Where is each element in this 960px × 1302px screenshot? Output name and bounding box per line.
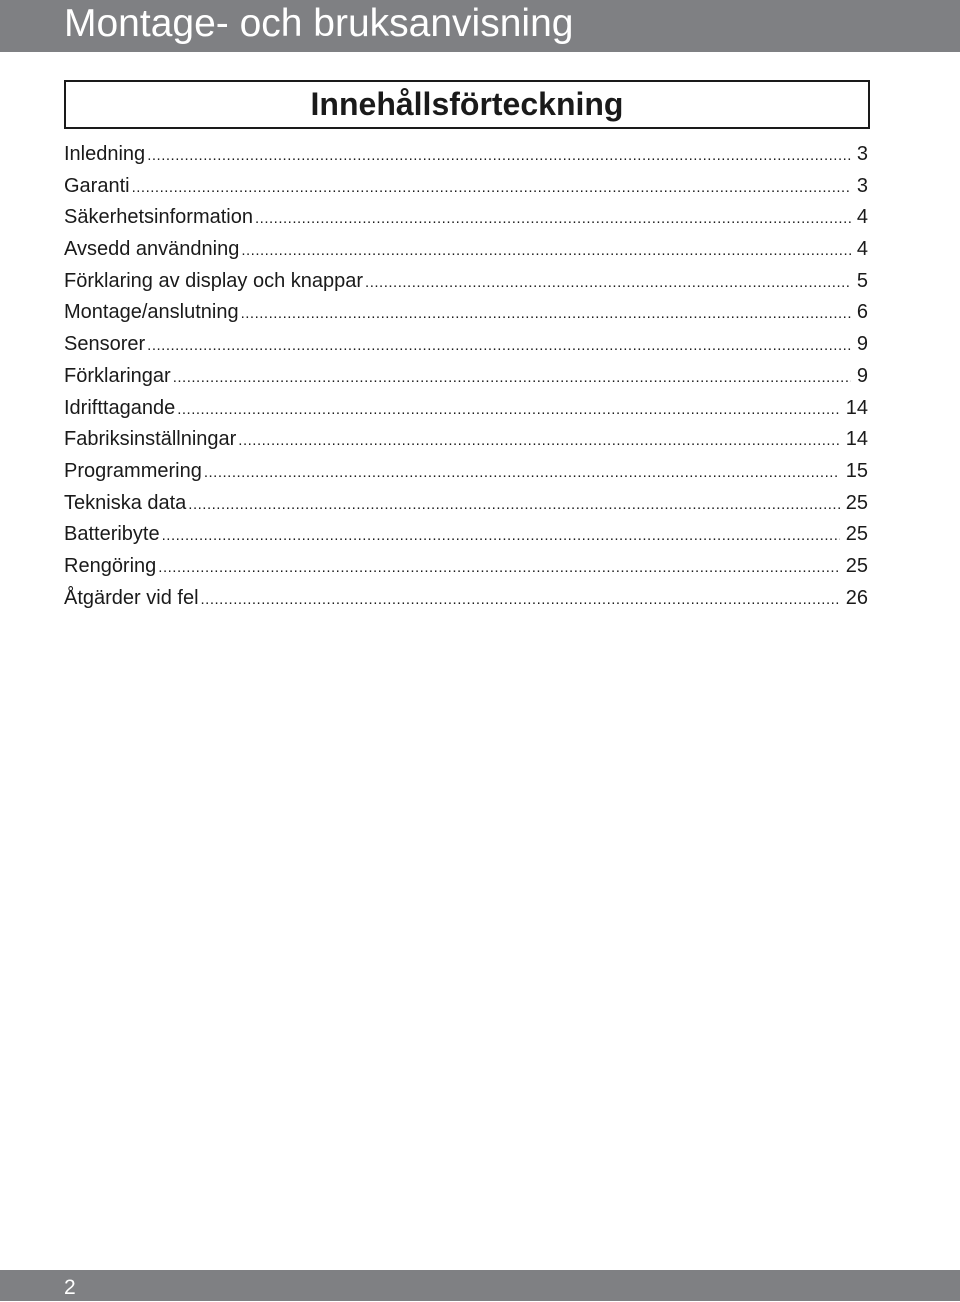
toc-entry-page: 9 bbox=[856, 364, 868, 387]
document-title: Montage- och bruksanvisning bbox=[64, 2, 574, 45]
toc-dot-leader bbox=[188, 489, 839, 520]
toc-dot-leader bbox=[255, 203, 851, 234]
toc-entry-rengoring[interactable] bbox=[64, 551, 868, 583]
toc-dot-leader bbox=[173, 362, 851, 393]
toc-dot-leader bbox=[177, 394, 840, 425]
toc-entry-title: Sensorer bbox=[64, 333, 146, 356]
toc-dot-leader bbox=[201, 584, 840, 615]
toc-entry-forklaringar[interactable] bbox=[64, 361, 868, 393]
toc-entry-page: 25 bbox=[845, 523, 868, 546]
toc-entry-title: Avsedd användning bbox=[64, 238, 240, 261]
toc-entry-page: 9 bbox=[856, 333, 868, 356]
toc-entry-montage-anslutning[interactable] bbox=[64, 297, 868, 329]
toc-entry-programmering[interactable] bbox=[64, 456, 868, 488]
toc-entry-title: Fabriksinställningar bbox=[64, 428, 237, 451]
toc-heading: Innehållsförteckning bbox=[310, 86, 624, 122]
toc-dot-leader bbox=[132, 172, 851, 203]
toc-entry-page: 4 bbox=[856, 206, 868, 229]
toc-entry-page: 14 bbox=[845, 428, 868, 451]
toc-entry-garanti[interactable] bbox=[64, 171, 868, 203]
toc-entry-title: Tekniska data bbox=[64, 491, 187, 514]
toc-dot-leader bbox=[147, 330, 851, 361]
toc-entry-title: Montage/anslutning bbox=[64, 301, 239, 324]
toc-entry-page: 4 bbox=[856, 238, 868, 261]
toc-heading-box bbox=[64, 80, 870, 129]
header-bar bbox=[0, 0, 960, 52]
toc-entry-batteribyte[interactable] bbox=[64, 519, 868, 551]
toc-entry-fabriksinstallningar[interactable] bbox=[64, 424, 868, 456]
toc-dot-leader bbox=[238, 425, 839, 456]
toc-entry-page: 14 bbox=[845, 396, 868, 419]
toc-entry-page: 25 bbox=[845, 554, 868, 577]
toc-entry-atgarder-vid-fel[interactable] bbox=[64, 583, 868, 615]
toc-dot-leader bbox=[365, 267, 851, 298]
toc-dot-leader bbox=[162, 520, 840, 551]
toc-entry-title: Garanti bbox=[64, 174, 130, 197]
toc-entry-page: 3 bbox=[856, 174, 868, 197]
toc-entry-idrifttagande[interactable] bbox=[64, 393, 868, 425]
toc-entry-inledning[interactable] bbox=[64, 139, 868, 171]
toc-entry-page: 15 bbox=[845, 459, 868, 482]
toc-dot-leader bbox=[204, 457, 840, 488]
toc-entry-title: Inledning bbox=[64, 143, 146, 165]
toc-entry-page: 3 bbox=[856, 143, 868, 165]
toc-dot-leader bbox=[147, 140, 851, 171]
toc-entry-sensorer[interactable] bbox=[64, 329, 868, 361]
toc-dot-leader bbox=[241, 235, 851, 266]
toc-entry-title: Säkerhetsinformation bbox=[64, 206, 253, 229]
toc-entry-page: 26 bbox=[845, 586, 868, 609]
toc-entry-sakerhetsinformation[interactable] bbox=[64, 202, 868, 234]
toc-entry-avsedd-anvandning[interactable] bbox=[64, 234, 868, 266]
footer-bar bbox=[0, 1270, 960, 1301]
toc-entry-page: 6 bbox=[856, 301, 868, 324]
toc-entry-title: Idrifttagande bbox=[64, 396, 176, 419]
toc-entry-title: Rengöring bbox=[64, 554, 157, 577]
toc-entry-title: Förklaring av display och knappar bbox=[64, 269, 364, 292]
toc-entry-title: Batteribyte bbox=[64, 523, 160, 546]
toc-list bbox=[64, 139, 868, 614]
toc-entry-title: Förklaringar bbox=[64, 364, 171, 387]
toc-entry-forklaring-display[interactable] bbox=[64, 266, 868, 298]
toc-entry-page: 5 bbox=[856, 269, 868, 292]
toc-dot-leader bbox=[241, 298, 851, 329]
toc-entry-page: 25 bbox=[845, 491, 868, 514]
toc-entry-title: Åtgärder vid fel bbox=[64, 586, 199, 609]
toc-entry-title: Programmering bbox=[64, 459, 202, 482]
toc-entry-tekniska-data[interactable] bbox=[64, 488, 868, 520]
page-number: 2 bbox=[64, 1276, 76, 1299]
toc-dot-leader bbox=[158, 552, 839, 583]
